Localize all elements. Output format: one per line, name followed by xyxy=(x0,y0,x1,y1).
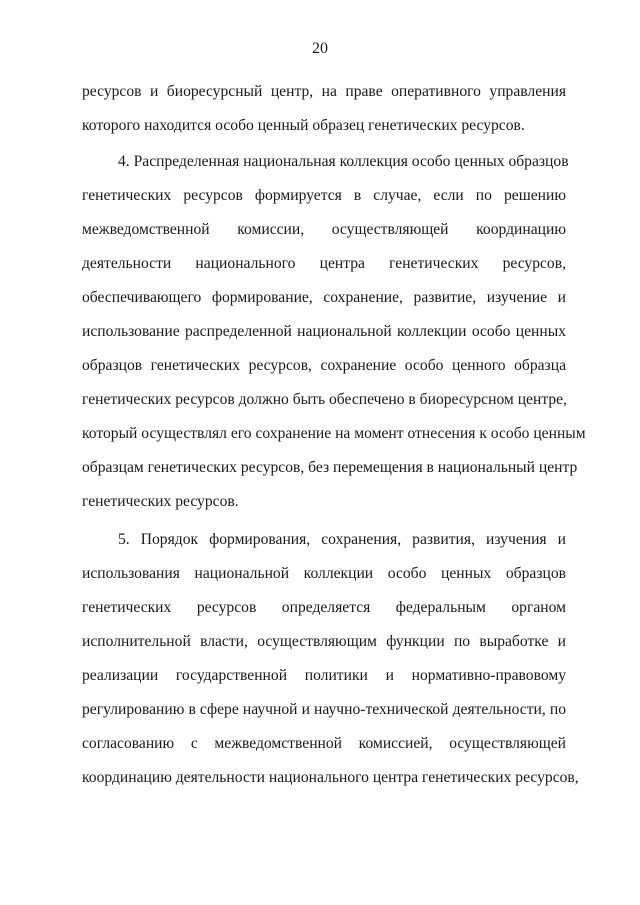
paragraph-start-line: 5. Порядок формирования, сохранения, развития, изучения и xyxy=(118,531,566,548)
text-line: ресурсов и биоресурсный центр, на праве оперативного управления xyxy=(82,83,566,100)
text-line: генетических ресурсов формируется в случае, если по решению xyxy=(82,187,566,204)
text-line: образцов генетических ресурсов, сохранение особо ценного образца xyxy=(82,357,566,374)
text-line: использования национальной коллекции особо ценных образцов xyxy=(82,565,566,582)
text-line: межведомственной комиссии, осуществляющей координацию xyxy=(82,221,566,238)
text-line: которого находится особо ценный образец генетических ресурсов. xyxy=(82,117,525,134)
text-line: координацию деятельности национального центра генетических ресурсов, xyxy=(82,769,579,786)
text-line: генетических ресурсов определяется федеральным органом xyxy=(82,599,566,616)
text-line: образцам генетических ресурсов, без перемещения в национальный центр xyxy=(82,459,578,476)
page-number: 20 xyxy=(312,40,328,57)
text-line: который осуществлял его сохранение на момент отнесения к особо ценным xyxy=(82,425,586,442)
text-line: использование распределенной национальной коллекции особо ценных xyxy=(82,323,566,340)
text-line: генетических ресурсов должно быть обеспечено в биоресурсном центре, xyxy=(82,391,567,408)
text-line: генетических ресурсов. xyxy=(82,493,239,510)
text-line: реализации государственной политики и нормативно-правовому xyxy=(82,667,566,684)
text-line: деятельности национального центра генетических ресурсов, xyxy=(82,255,566,272)
text-line: согласованию с межведомственной комиссией, осуществляющей xyxy=(82,735,566,752)
paragraph-start-line: 4. Распределенная национальная коллекция особо ценных образцов xyxy=(118,153,569,170)
text-line: обеспечивающего формирование, сохранение, развитие, изучение и xyxy=(82,289,566,306)
text-line: регулированию в сфере научной и научно-технической деятельности, по xyxy=(82,701,566,718)
text-line: исполнительной власти, осуществляющим функции по выработке и xyxy=(82,633,566,650)
